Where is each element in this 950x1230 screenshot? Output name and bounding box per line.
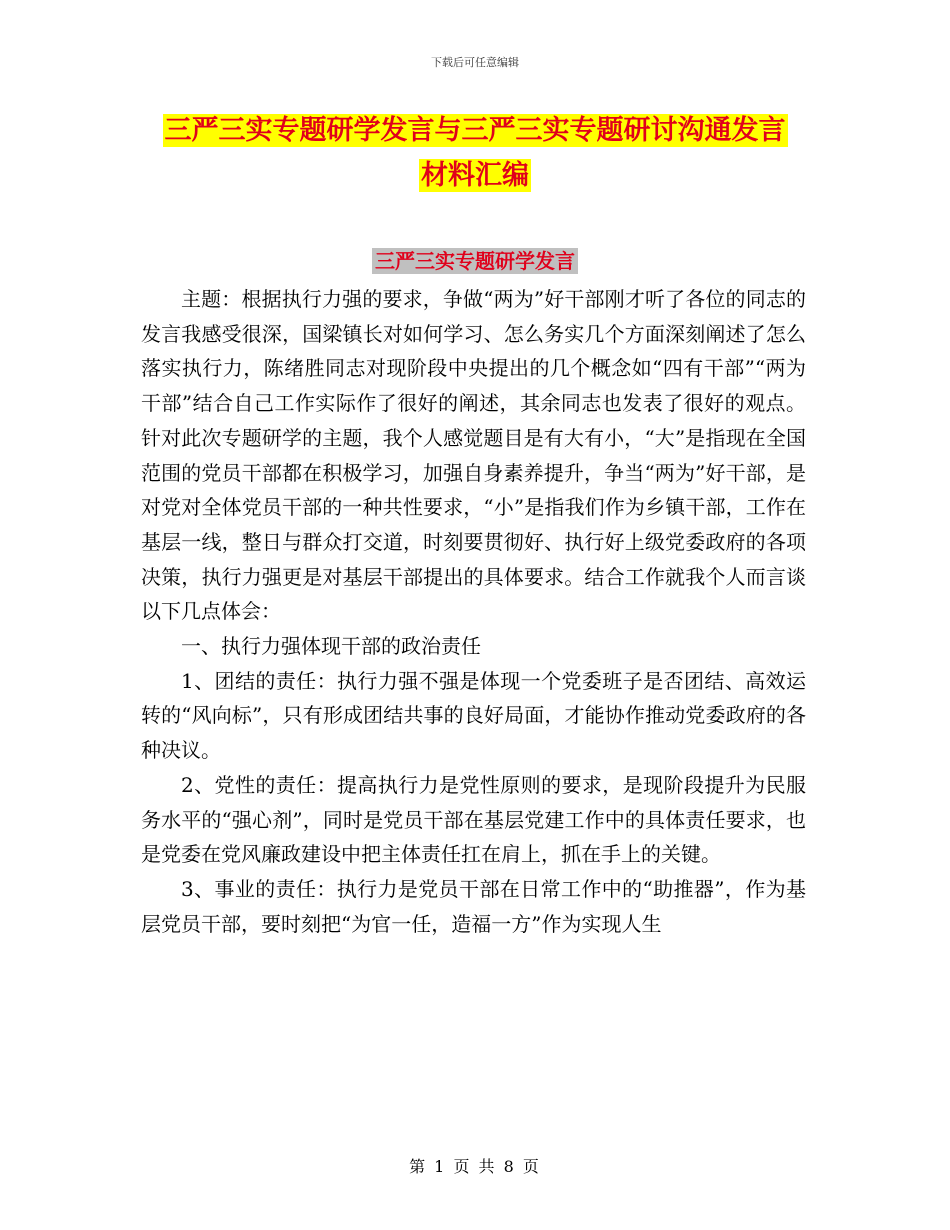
header-note: 下载后可任意编辑 [431, 56, 519, 69]
paragraph-item-1: 1、团结的责任：执行力强不强是体现一个党委班子是否团结、高效运转的“风向标”，只有形成团结共事的良好局面，才能协作推动党委政府的各种决议。 [141, 668, 806, 763]
paragraph-intro: 主题：根据执行力强的要求，争做“两为”好干部刚才听了各位的同志的发言我感受很深，国梁镇长对如何学习、怎么务实几个方面深刻阐述了怎么落实执行力，陈绪胜同志对现阶段中央提出的几个概念如“四有干部”“两为干部”结合自己工作实际作了很好的阐述，其余同志也发表了很好的观点。针对此次专题研学的主题，我个人感觉题目是有大有小，“大”是指现在全国范围的党员干部都在积极学习，加强自身素养提升，争当“两为”好干部，是对党对全体党员干部的一种共性要求，“小”是指我们作为乡镇干部，工作在基层一线，整日与群众打交道，时刻要贯彻好、执行好上级党委政府的各项决策，执行力强更是对基层干部提出的具体要求。结合工作就我个人而言谈以下几点体会： [141, 287, 806, 624]
section-heading [0, 246, 950, 276]
document-title-line1: 三严三实专题研学发言与三严三实专题研讨沟通发言 [164, 115, 786, 146]
paragraph-item-3: 3、事业的责任：执行力是党员干部在日常工作中的“助推器”，作为基层党员干部，要时刻把“为官一任，造福一方”作为实现人生 [141, 876, 806, 936]
section-heading-text: 三严三实专题研学发言 [372, 248, 578, 274]
document-title [150, 108, 800, 198]
document-title-line2: 材料汇编 [421, 160, 529, 191]
body-text [141, 282, 806, 941]
page-number: 第 1 页 共 8 页 [409, 1157, 541, 1176]
paragraph-heading-1: 一、执行力强体现干部的政治责任 [181, 634, 481, 659]
paragraph-item-2: 2、党性的责任：提高执行力是党性原则的要求，是现阶段提升为民服务水平的“强心剂”，同时是党员干部在基层党建工作中的具体责任要求，也是党委在党风廉政建设中把主体责任扛在肩上，抓在手上的关键。 [141, 772, 806, 867]
